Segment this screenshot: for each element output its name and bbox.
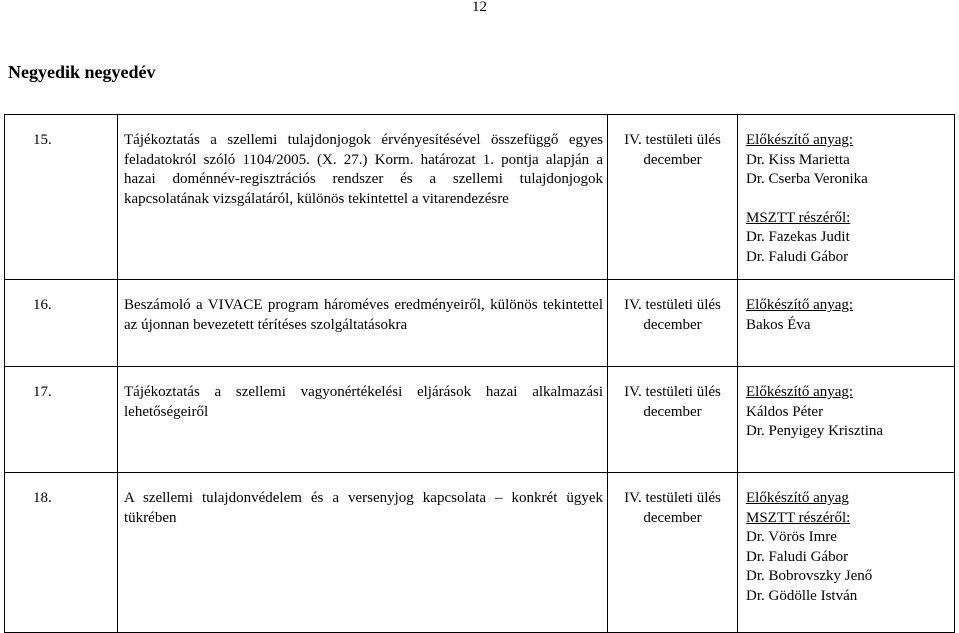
table-row bbox=[5, 280, 955, 367]
item-number: 16. bbox=[5, 280, 118, 367]
item-topic: Beszámoló a VIVACE program hároméves eredményeiről, különös tekintettel az újonnan bevezetett térítéses szolgáltatásokra bbox=[118, 280, 608, 367]
mszt-name: Dr. Gödölle István bbox=[746, 587, 858, 604]
item-session: IV. testületi ülés december bbox=[608, 115, 738, 280]
section-title: Negyedik negyedév bbox=[8, 62, 156, 82]
preparer-name: Dr. Cserba Veronika bbox=[746, 171, 868, 187]
item-session: IV. testületi ülés december bbox=[608, 473, 738, 633]
preparer-name: Dr. Penyigey Krisztina bbox=[746, 423, 884, 439]
mszt-name: Dr. Fazekas Judit bbox=[746, 229, 850, 245]
item-topic: Tájékoztatás a szellemi vagyonértékelési eljárások hazai alkalmazási lehetőségeiről bbox=[118, 367, 608, 473]
preparer-label: Előkészítő anyag: bbox=[746, 384, 854, 400]
item-number: 17. bbox=[5, 367, 118, 473]
item-topic: Tájékoztatás a szellemi tulajdonjogok érvényesítésével összefüggő egyes feladatokról szóló 1104/2005. (X. 27.) Korm. határozat 1. pontja alapján a hazai doménnév-regisztrációs rendszer és a szellemi tulajdonjogok kapcsolatának vizsgálatáról, különös tekintettel a vitarendezésre bbox=[118, 115, 608, 280]
item-preparers bbox=[738, 367, 955, 473]
item-session: IV. testületi ülés december bbox=[608, 280, 738, 367]
item-topic: A szellemi tulajdonvédelem és a versenyjog kapcsolata – konkrét ügyek tükrében bbox=[118, 473, 608, 633]
item-number: 15. bbox=[5, 115, 118, 280]
preparer-name: Káldos Péter bbox=[746, 403, 824, 420]
preparer-name: Bakos Éva bbox=[746, 316, 811, 333]
table-row bbox=[5, 367, 955, 473]
mszt-name: Dr. Vörös Imre bbox=[746, 529, 837, 545]
agenda-table bbox=[4, 114, 955, 633]
item-preparers bbox=[738, 473, 955, 633]
item-preparers bbox=[738, 280, 955, 367]
item-number: 18. bbox=[5, 473, 118, 633]
mszt-label: MSZTT részéről: bbox=[746, 209, 851, 226]
table-row bbox=[5, 473, 955, 633]
table-row bbox=[5, 115, 955, 280]
preparer-name: Dr. Kiss Marietta bbox=[746, 151, 850, 168]
mszt-label: MSZTT részéről: bbox=[746, 509, 851, 526]
preparer-label: Előkészítő anyag: bbox=[746, 297, 854, 313]
mszt-name: Dr. Bobrovszky Jenő bbox=[746, 568, 873, 584]
preparer-label: Előkészítő anyag: bbox=[746, 132, 854, 148]
mszt-name: Dr. Faludi Gábor bbox=[746, 248, 849, 265]
item-preparers bbox=[738, 115, 955, 280]
preparer-label: Előkészítő anyag bbox=[746, 490, 849, 506]
item-session: IV. testületi ülés december bbox=[608, 367, 738, 473]
page-number: 12 bbox=[472, 0, 487, 15]
mszt-name: Dr. Faludi Gábor bbox=[746, 548, 849, 565]
